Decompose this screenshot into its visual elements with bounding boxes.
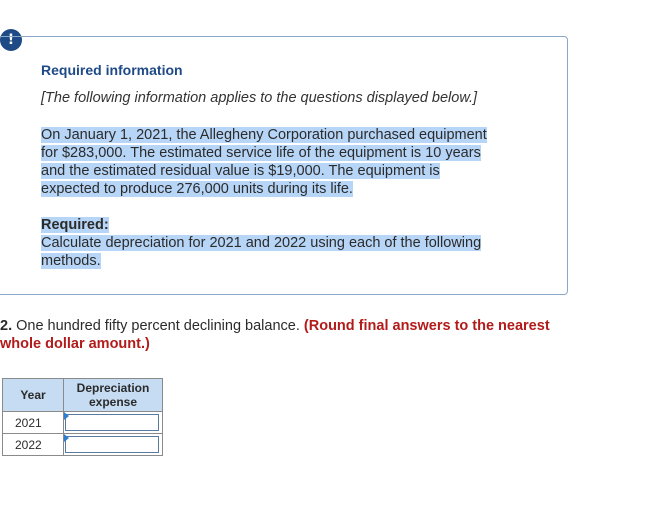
depreciation-input-2022[interactable] xyxy=(65,436,159,453)
rounding-instruction: (Round final answers to the nearest xyxy=(303,318,550,334)
required-line: Calculate depreciation for 2021 and 2022 using each of the following xyxy=(41,235,482,251)
header-year: Year xyxy=(3,379,64,412)
depreciation-input-2021[interactable] xyxy=(65,414,159,431)
year-cell: 2022 xyxy=(3,434,64,456)
answer-marker-icon xyxy=(64,412,69,420)
question-body: One hundred fifty percent declining balance. xyxy=(12,318,304,334)
question-number: 2. xyxy=(0,318,13,334)
required-line: methods. xyxy=(41,253,101,269)
year-cell: 2021 xyxy=(3,412,64,434)
answer-marker-icon xyxy=(64,434,69,442)
header-depreciation xyxy=(64,379,163,412)
required-text xyxy=(41,216,541,270)
table-row xyxy=(3,434,163,456)
rounding-instruction-cont: whole dollar amount.) xyxy=(0,336,150,352)
table-row xyxy=(3,412,163,434)
problem-line: for $283,000. The estimated service life of the equipment is 10 years xyxy=(41,145,481,161)
table-header-row xyxy=(3,379,163,412)
depreciation-cell xyxy=(64,412,163,434)
depreciation-cell xyxy=(64,434,163,456)
question-text xyxy=(0,317,610,353)
problem-line: expected to produce 276,000 units during its life. xyxy=(41,181,353,197)
depreciation-table xyxy=(2,378,163,456)
header-dep-line2: expense xyxy=(88,395,138,409)
alert-icon: ! xyxy=(0,29,22,51)
required-info-title: Required information xyxy=(41,62,183,78)
problem-text xyxy=(41,126,541,198)
problem-line: On January 1, 2021, the Allegheny Corporation purchased equipment xyxy=(41,127,487,143)
header-dep-line1: Depreciation xyxy=(76,381,150,395)
required-label: Required: xyxy=(41,217,109,233)
info-note: [The following information applies to the questions displayed below.] xyxy=(41,90,478,106)
problem-line: and the estimated residual value is $19,000. The equipment is xyxy=(41,163,440,179)
